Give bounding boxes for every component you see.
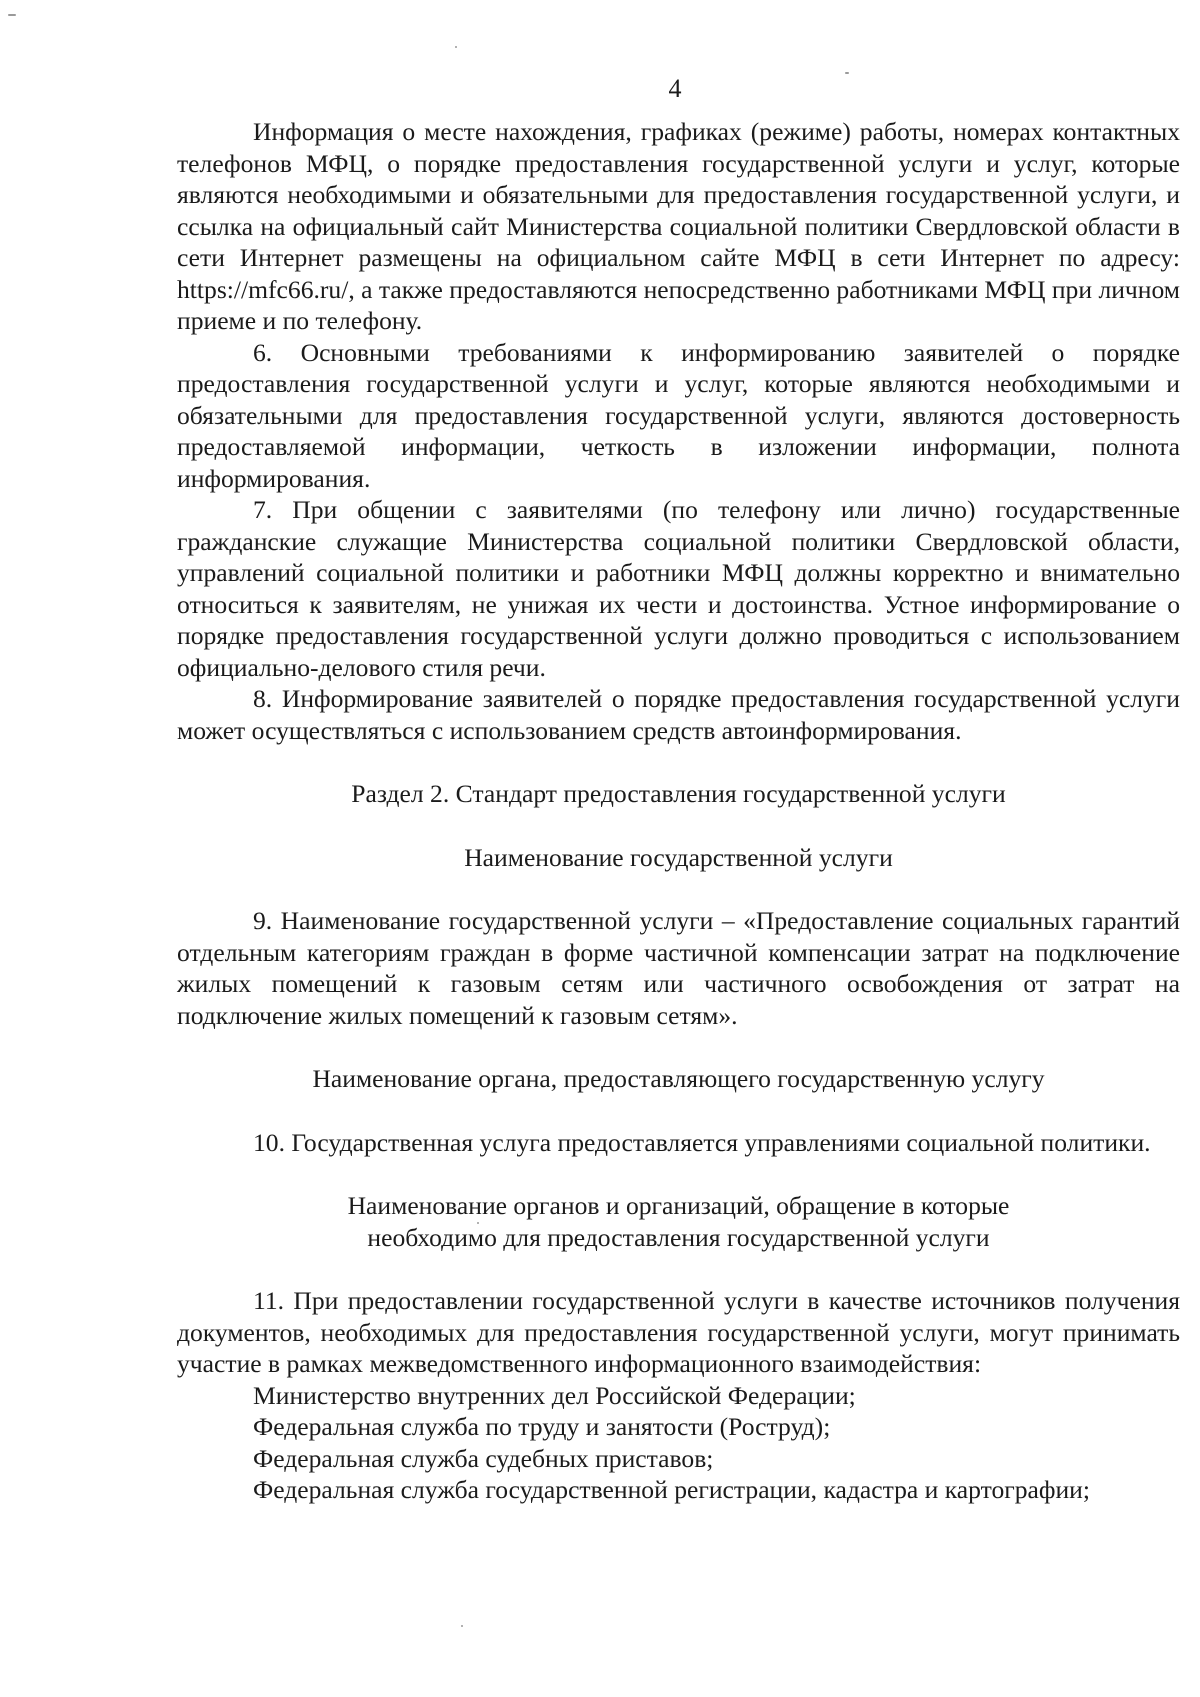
heading-organizations-line-2: необходимо для предоставления государственной услуги — [367, 1222, 990, 1252]
heading-service-name: Наименование государственной услуги — [464, 842, 893, 872]
scan-speck — [8, 14, 16, 16]
paragraph-8: 8. Информирование заявителей о порядке предоставления государственной услуги может осуществляться с использованием средств автоинформирования. — [177, 684, 1180, 745]
document-body — [177, 116, 1180, 1506]
scan-speck — [455, 46, 457, 48]
paragraph-10: 10. Государственная услуга предоставляется управлениями социальной политики. — [253, 1127, 1151, 1157]
heading-providing-body: Наименование органа, предоставляющего государственную услугу — [312, 1064, 1045, 1093]
paragraph-mfc-info: Информация о месте нахождения, графиках (режиме) работы, номерах контактных телефонов МФЦ, о порядке предоставления государственной услуги и услуг, которые являются необходимыми и обязательными для предоставления государственной услуги, и ссылка на официальный сайт Министерства социальной политики Свердловской области в сети Интернет размещены на официальном сайте МФЦ в сети Интернет по адресу: https://mfc66.ru/, а также предоставляются непосредственно работниками МФЦ при личном приеме и по телефону. — [177, 117, 1180, 335]
list-item-org: Федеральная служба по труду и занятости (Роструд); — [253, 1412, 831, 1441]
list-item-org: Федеральная служба государственной регистрации, кадастра и картографии; — [253, 1475, 1090, 1504]
list-item-org: Федеральная служба судебных приставов; — [253, 1443, 714, 1473]
page-number: 4 — [668, 74, 682, 103]
paragraph-7: 7. При общении с заявителями (по телефону или лично) государственные гражданские служащие Министерства социальной политики Свердловской области, управлений социальной политики и работники МФЦ должны корректно и внимательно относиться к заявителям, не унижая их чести и достоинства. Устное информирование о порядке предоставления государственной услуги должно проводиться с использованием официально-делового стиля речи. — [177, 495, 1180, 682]
list-item-org: Министерство внутренних дел Российской Федерации; — [253, 1380, 856, 1410]
paragraph-9: 9. Наименование государственной услуги – «Предоставление социальных гарантий отдельным категориям граждан в форме частичной компенсации затрат на подключение жилых помещений к газовым сетям или частичного освобождения от затрат на подключение жилых помещений к газовым сетям». — [177, 906, 1180, 1030]
paragraph-6: 6. Основными требованиями к информированию заявителей о порядке предоставления государственной услуги и услуг, которые являются необходимыми и обязательными для предоставления государственной услуги, являются достоверность предоставляемой информации, четкость в изложении информации, полнота информирования. — [177, 337, 1180, 493]
scan-speck — [461, 1625, 463, 1627]
section-heading: Раздел 2. Стандарт предоставления государственной услуги — [351, 779, 1006, 808]
paragraph-11: 11. При предоставлении государственной услуги в качестве источников получения документов, необходимых для предоставления государственной услуги, могут принимать участие в рамках межведомственного информационного взаимодействия: — [177, 1286, 1180, 1378]
heading-organizations-line-1: Наименование органов и организаций, обращение в которые — [347, 1191, 1010, 1220]
